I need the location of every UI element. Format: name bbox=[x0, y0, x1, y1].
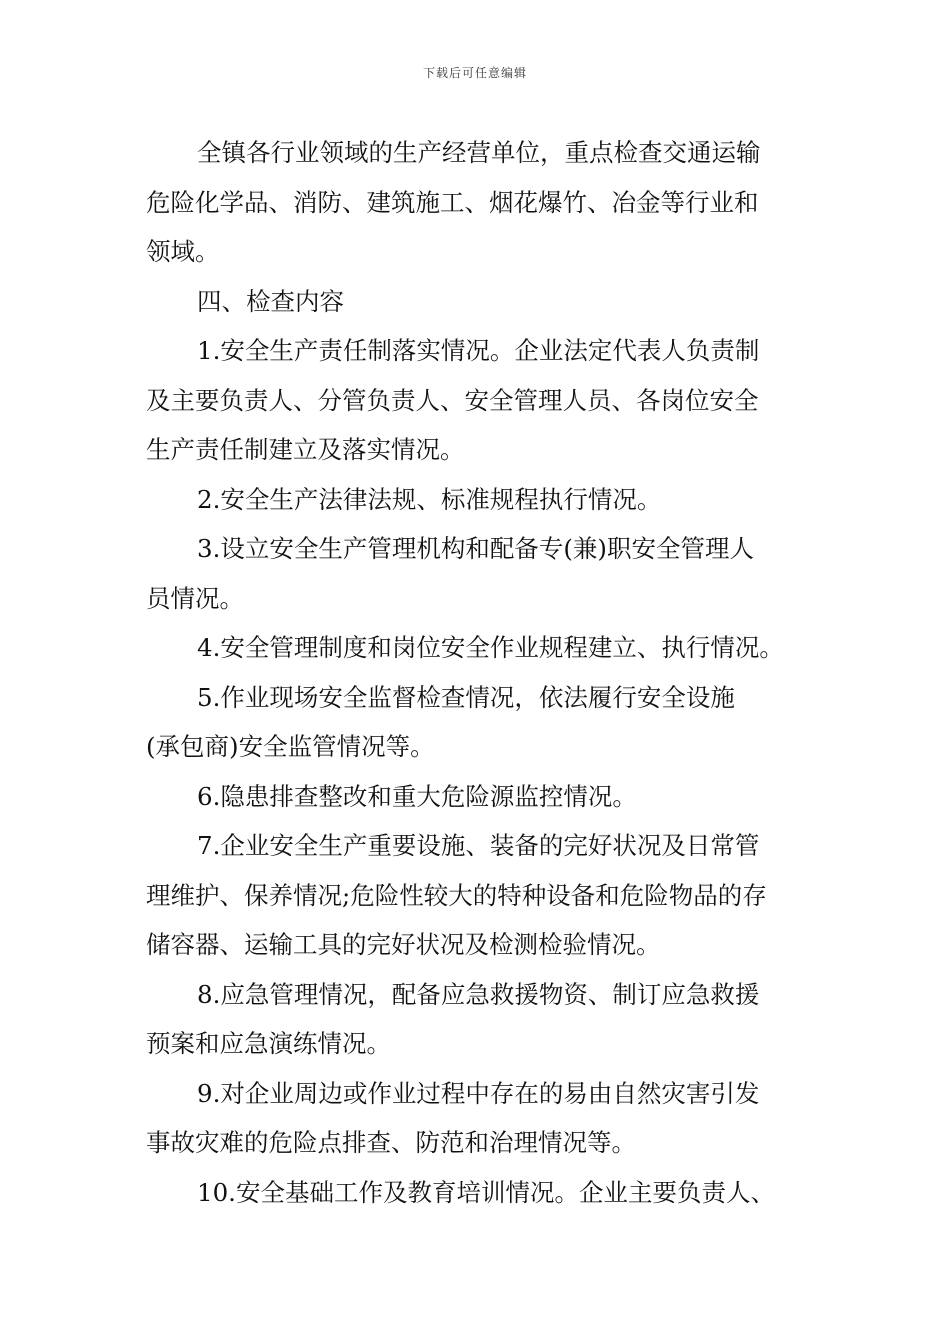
text-line: 9.对企业周边或作业过程中存在的易由自然灾害引发 bbox=[197, 1078, 760, 1108]
text-line: 10.安全基础工作及教育培训情况。企业主要负责人、 bbox=[197, 1177, 775, 1207]
page-header: 下载后可任意编辑 bbox=[422, 66, 527, 80]
text-line: 理维护、保养情况;危险性较大的特种设备和危险物品的存 bbox=[146, 880, 767, 910]
document-body bbox=[146, 128, 816, 1217]
text-line: 7.企业安全生产重要设施、装备的完好状况及日常管 bbox=[197, 831, 760, 860]
text-line: 2.安全生产法律法规、标准规程执行情况。 bbox=[197, 484, 662, 514]
text-line: 8.应急管理情况，配备应急救援物资、制订应急救援 bbox=[197, 979, 760, 1009]
text-line: 员情况。 bbox=[146, 583, 244, 613]
text-line: 危险化学品、消防、建筑施工、烟花爆竹、冶金等行业和 bbox=[146, 187, 759, 217]
text-line: 全镇各行业领域的生产经营单位，重点检查交通运输 bbox=[197, 138, 761, 167]
text-line: 领域。 bbox=[146, 237, 220, 266]
text-line: 事故灾难的危险点排查、防范和治理情况等。 bbox=[146, 1128, 636, 1157]
text-line: 预案和应急演练情况。 bbox=[146, 1029, 391, 1058]
section-heading: 四、检查内容 bbox=[197, 286, 344, 316]
text-line: 1.安全生产责任制落实情况。企业法定代表人负责制 bbox=[197, 336, 760, 365]
text-line: 3.设立安全生产管理机构和配备专(兼)职安全管理人 bbox=[197, 534, 754, 563]
text-line: 及主要负责人、分管负责人、安全管理人员、各岗位安全 bbox=[146, 385, 759, 415]
text-line: 5.作业现场安全监督检查情况，依法履行安全设施 bbox=[197, 682, 735, 712]
text-line: 储容器、运输工具的完好状况及检测检验情况。 bbox=[146, 930, 661, 959]
text-line: (承包商)安全监管情况等。 bbox=[146, 732, 435, 761]
text-line: 6.隐患排查整改和重大危险源监控情况。 bbox=[197, 781, 637, 811]
text-line: 4.安全管理制度和岗位安全作业规程建立、执行情况。 bbox=[197, 633, 784, 662]
text-line: 生产责任制建立及落实情况。 bbox=[146, 435, 465, 464]
